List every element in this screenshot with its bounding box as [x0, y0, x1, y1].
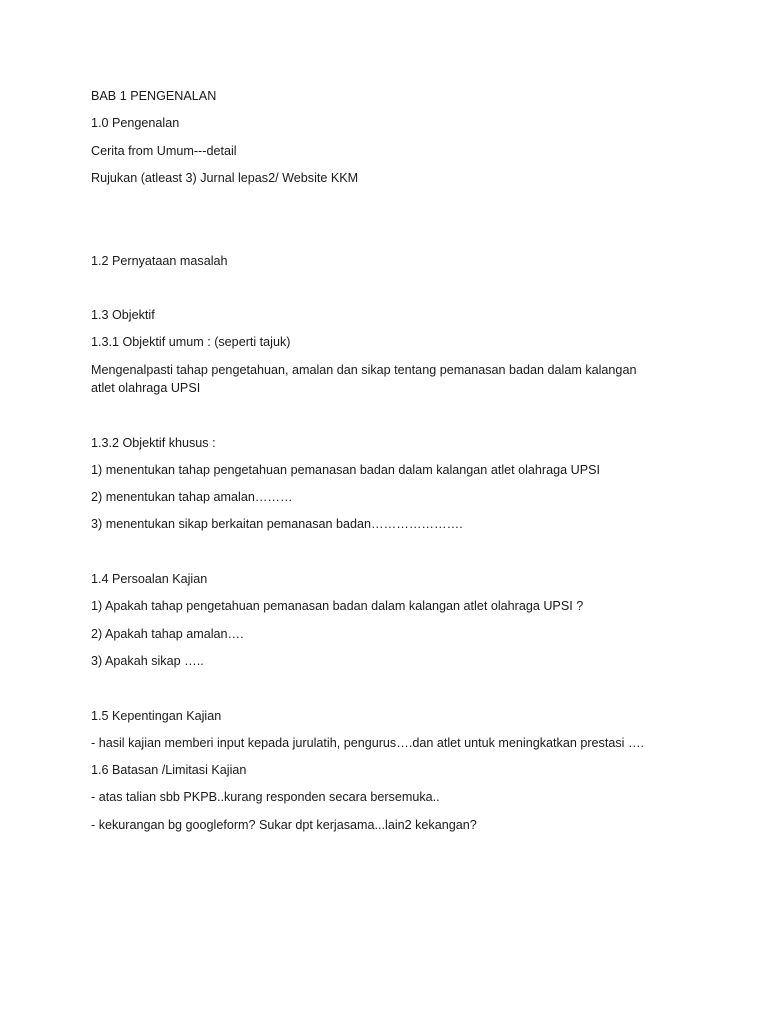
section-1-3-heading: 1.3 Objektif: [91, 308, 155, 322]
list-item: - atas talian sbb PKPB..kurang responden secara bersemuka..: [91, 790, 440, 804]
section-1-4-heading: 1.4 Persoalan Kajian: [91, 572, 208, 586]
section-1-5-heading: 1.5 Kepentingan Kajian: [91, 709, 222, 723]
section-1-6-heading: 1.6 Batasan /Limitasi Kajian: [91, 763, 247, 777]
section-1-0-line-1: Cerita from Umum---detail: [91, 144, 237, 158]
list-item: - hasil kajian memberi input kepada jurulatih, pengurus….dan atlet untuk meningkatkan prestasi ….: [91, 736, 645, 750]
list-item: 1) Apakah tahap pengetahuan pemanasan badan dalam kalangan atlet olahraga UPSI ?: [91, 599, 584, 613]
section-1-3-2-heading: 1.3.2 Objektif khusus :: [91, 436, 216, 450]
section-1-3-1-text-line-2: atlet olahraga UPSI: [91, 381, 201, 395]
list-item: 2) Apakah tahap amalan….: [91, 627, 244, 641]
list-item: - kekurangan bg googleform? Sukar dpt kerjasama...lain2 kekangan?: [91, 818, 477, 832]
list-item: 2) menentukan tahap amalan………: [91, 490, 293, 504]
chapter-title: BAB 1 PENGENALAN: [91, 89, 217, 103]
section-1-0-line-2: Rujukan (atleast 3) Jurnal lepas2/ Website KKM: [91, 171, 359, 185]
section-1-2-heading: 1.2 Pernyataan masalah: [91, 254, 228, 268]
list-item: 3) Apakah sikap …..: [91, 654, 204, 668]
list-item: 1) menentukan tahap pengetahuan pemanasan badan dalam kalangan atlet olahraga UPSI: [91, 463, 601, 477]
list-item: 3) menentukan sikap berkaitan pemanasan badan………………….: [91, 517, 463, 531]
section-1-0-heading: 1.0 Pengenalan: [91, 116, 180, 130]
section-1-3-1-heading: 1.3.1 Objektif umum : (seperti tajuk): [91, 335, 291, 349]
section-1-3-1-text-line-1: Mengenalpasti tahap pengetahuan, amalan dan sikap tentang pemanasan badan dalam kalangan: [91, 363, 637, 377]
